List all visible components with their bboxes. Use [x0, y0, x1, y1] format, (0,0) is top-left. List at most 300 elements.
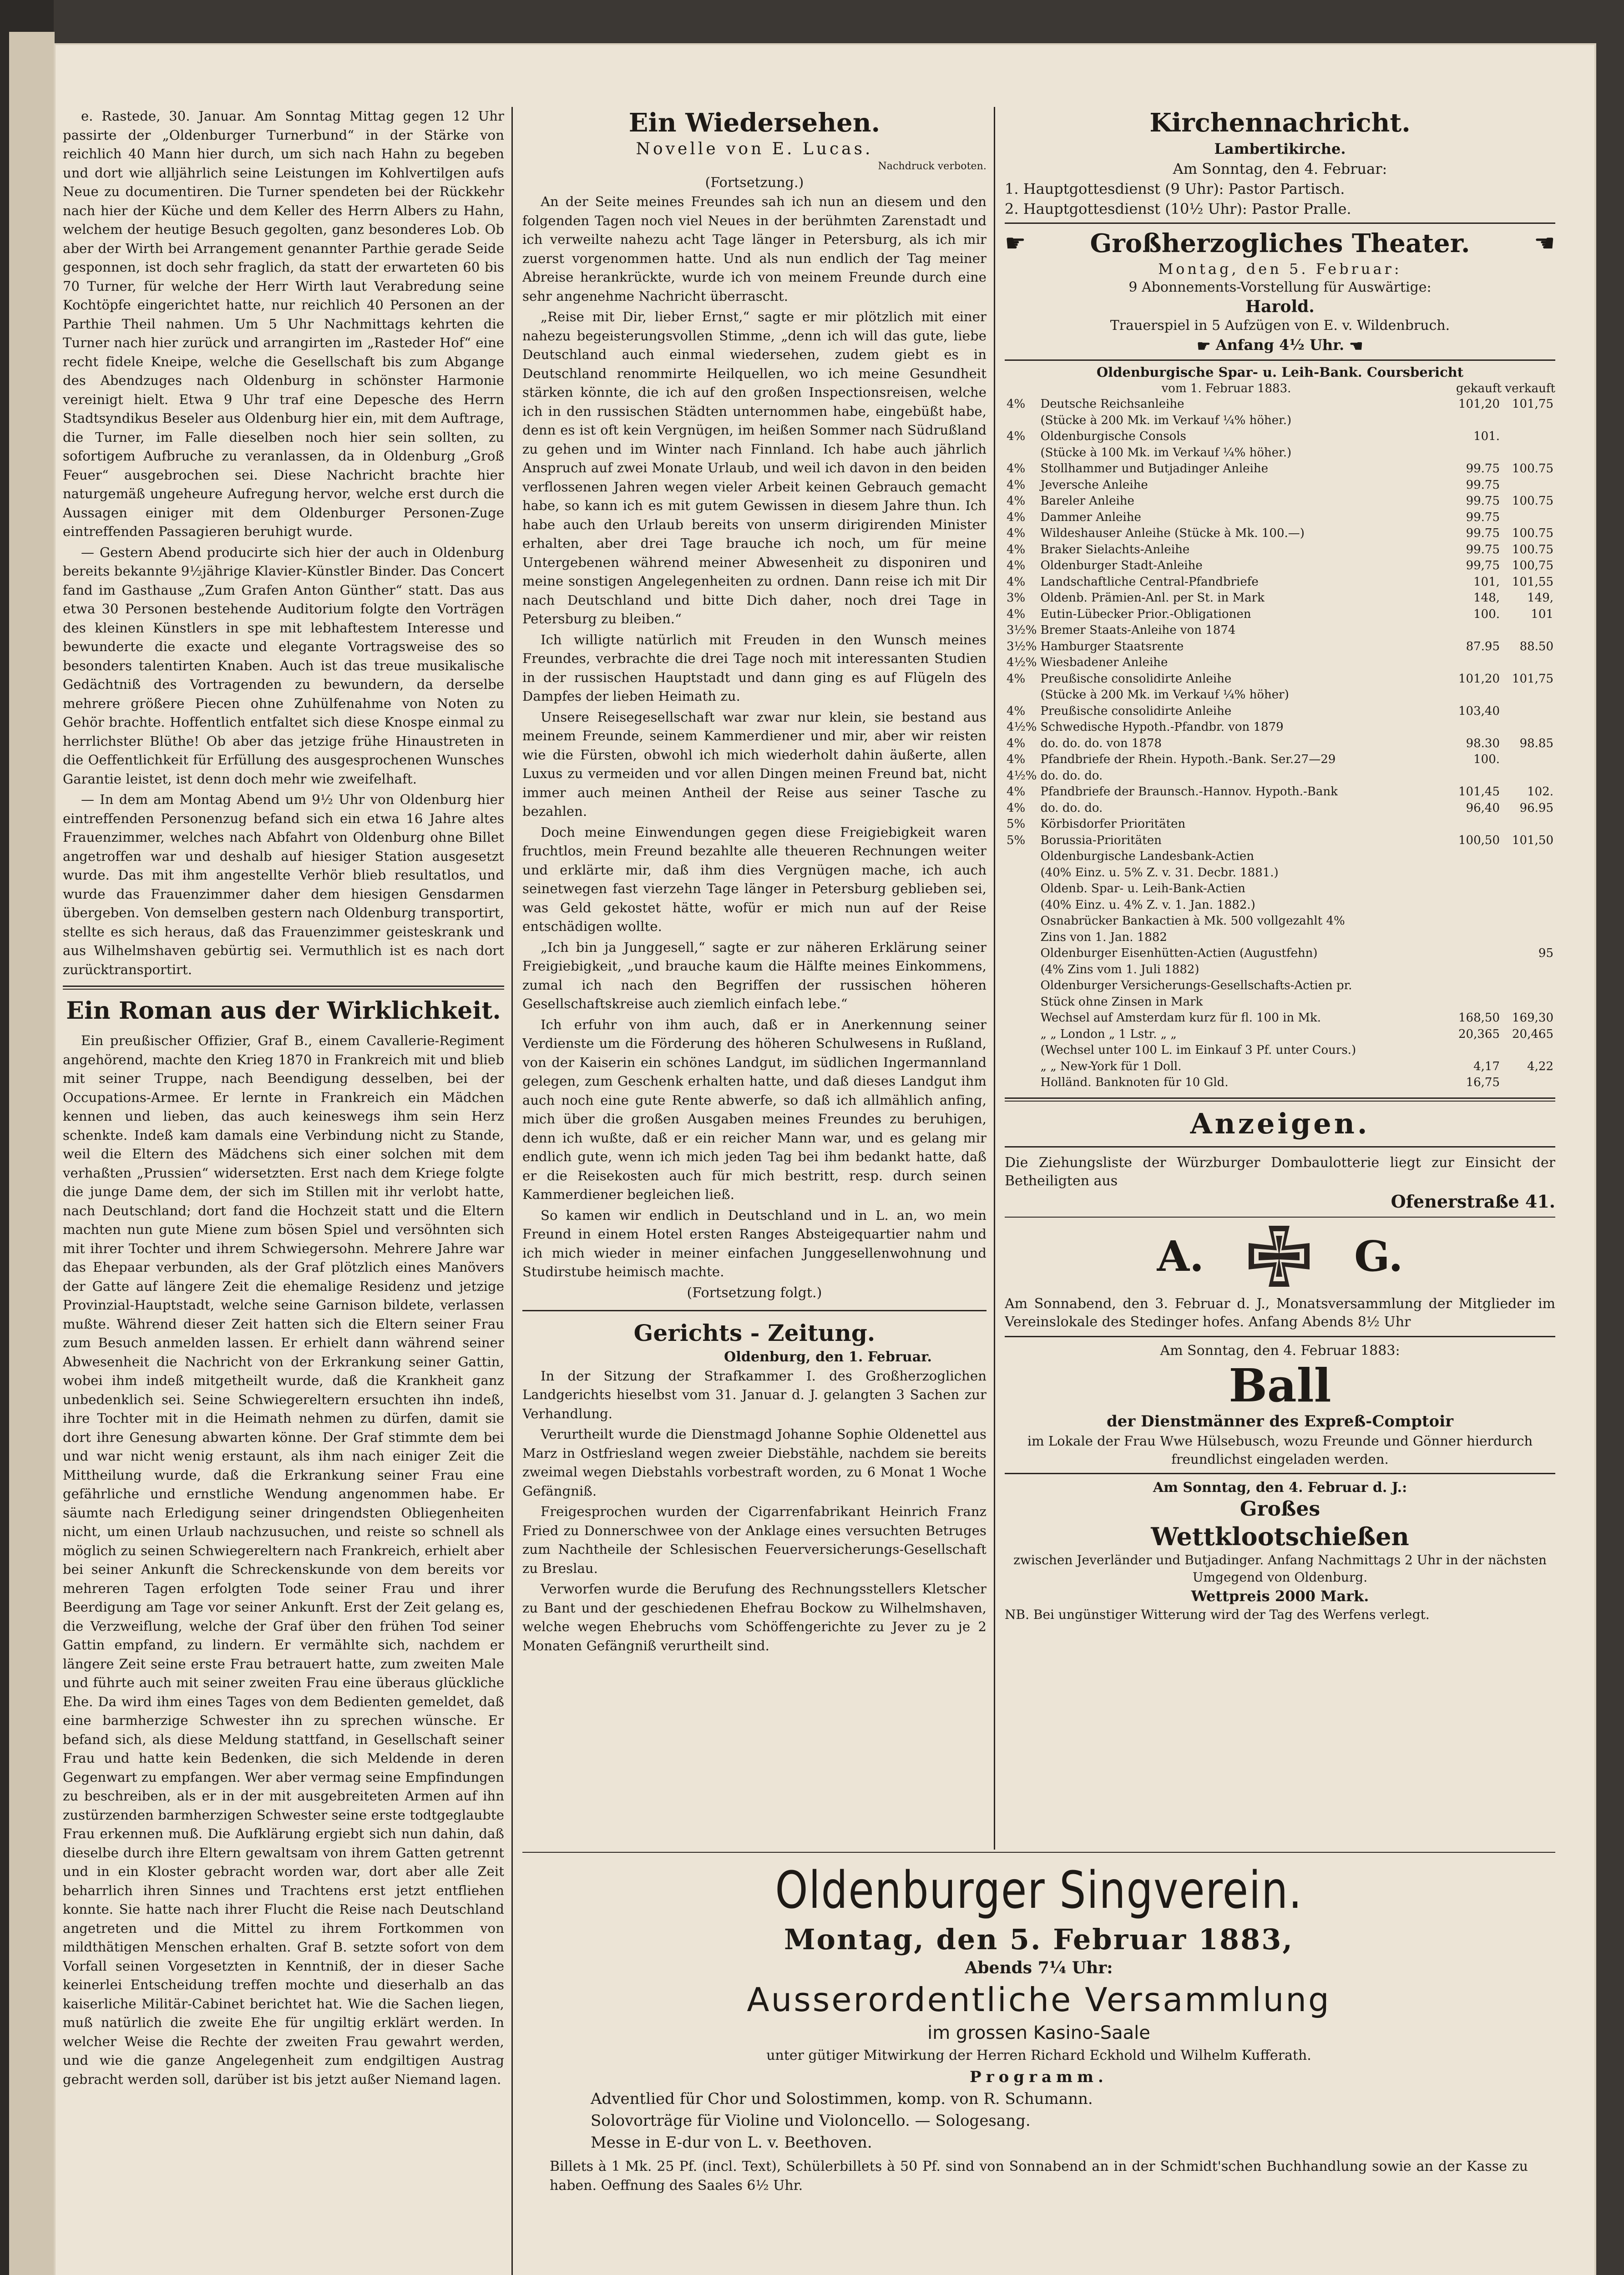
novel-paragraph: So kamen wir endlich in Deutschland und in L. an, wo mein Freund in einem Hotel ersten Ranges Absteigequartier nahm und ich mich wieder in meiner einfachen Junggesellenwohnung und Studirstube heimisch machte.: [522, 1207, 987, 1279]
course-row: [1005, 477, 1555, 494]
singverein-venue: im grossen Kasino-Saale: [927, 2022, 1150, 2043]
course-row: [1005, 865, 1555, 881]
theater-begin-text: Anfang 4½ Uhr.: [1215, 336, 1345, 354]
course-row: [1005, 1026, 1555, 1043]
course-rate: [1005, 1075, 1038, 1091]
course-date: vom 1. Februar 1883.: [1161, 382, 1291, 395]
singverein-time: Abends 7¼ Uhr:: [965, 1958, 1113, 1977]
singverein-program: [522, 2088, 1555, 2154]
course-sold: [1502, 865, 1555, 881]
course-row: [1005, 542, 1555, 558]
service-2: 2. Hauptgottesdienst (10½ Uhr): Pastor Pralle.: [1005, 200, 1351, 217]
course-rate: 4%: [1007, 672, 1026, 686]
course-sold: 88.50: [1519, 639, 1553, 653]
course-sold: 100.75: [1512, 494, 1553, 508]
course-row: [1005, 962, 1555, 978]
course-rate: 4%: [1007, 753, 1026, 766]
course-sold: 101: [1531, 607, 1553, 621]
course-sold: [1502, 622, 1555, 639]
course-security: Pfandbriefe der Rhein. Hypoth.-Bank. Ser.27—29: [1040, 753, 1336, 766]
course-bought: [1448, 768, 1502, 784]
course-rate: [1005, 913, 1038, 930]
singverein-ad: [522, 1859, 1555, 2275]
course-sold: [1502, 849, 1555, 865]
course-security: Zins von 1. Jan. 1882: [1040, 930, 1167, 944]
course-bought: [1448, 622, 1502, 639]
course-rate: 4%: [1007, 462, 1026, 475]
course-bought: 100,50: [1458, 833, 1500, 847]
course-title: Oldenburgische Spar- u. Leih-Bank. Coursbericht: [1096, 364, 1464, 380]
course-security: Oldenburgische Consols: [1040, 430, 1186, 443]
court-dateline: Oldenburg, den 1. Februar.: [724, 1349, 932, 1365]
course-bought: 101,45: [1458, 785, 1500, 799]
course-rate: 4%: [1007, 607, 1026, 621]
course-security: Preußische consolidirte Anleihe: [1040, 672, 1232, 686]
singverein-title: Oldenburger Singverein.: [775, 1861, 1303, 1920]
course-row: [1005, 703, 1555, 720]
course-table: [1005, 396, 1555, 1091]
course-bought: 101.: [1473, 430, 1500, 443]
course-sold: [1502, 719, 1555, 736]
course-sold: [1502, 930, 1555, 946]
course-row: [1005, 945, 1555, 962]
course-row: [1005, 574, 1555, 591]
course-security: Eutin-Lübecker Prior.-Obligationen: [1040, 607, 1251, 621]
course-bought: 99.75: [1466, 510, 1500, 524]
course-bought: 168,50: [1458, 1011, 1500, 1025]
course-row: [1005, 881, 1555, 897]
course-security: Stollhammer und Butjadinger Anleihe: [1040, 462, 1268, 475]
course-bought: 103,40: [1458, 704, 1500, 718]
course-security: „ „ London „ 1 Lstr. „ „: [1040, 1027, 1177, 1041]
course-rate: 4%: [1007, 801, 1026, 815]
theater-description: Trauerspiel in 5 Aufzügen von E. v. Wildenbruch.: [1110, 318, 1450, 334]
course-security: (Stücke à 100 Mk. im Verkauf ¼% höher.): [1040, 445, 1292, 460]
service-1: 1. Hauptgottesdienst (9 Uhr): Pastor Partisch.: [1005, 180, 1345, 197]
course-sold: 100,75: [1512, 559, 1553, 572]
divider: [1005, 1473, 1555, 1474]
course-rate: 4%: [1007, 510, 1026, 524]
course-rate: 4%: [1007, 785, 1026, 799]
course-bought: 87.95: [1466, 639, 1500, 653]
course-security: Pfandbriefe der Braunsch.-Hannov. Hypoth.-Bank: [1040, 785, 1338, 799]
course-row: [1005, 1010, 1555, 1026]
course-rate: [1005, 445, 1038, 461]
course-rate: [1005, 1042, 1038, 1059]
course-row: [1005, 622, 1555, 639]
course-sold: 102.: [1527, 785, 1553, 799]
course-bought: 101,20: [1458, 397, 1500, 411]
course-security: Stück ohne Zinsen in Mark: [1040, 995, 1203, 1009]
course-row: [1005, 1075, 1555, 1091]
course-security: Dammer Anleihe: [1040, 510, 1141, 524]
course-row: [1005, 768, 1555, 784]
course-sold: [1502, 413, 1555, 429]
singverein-performers: unter gütiger Mitwirkung der Herren Richard Eckhold und Wilhelm Kufferath.: [766, 2048, 1311, 2063]
course-row: [1005, 639, 1555, 655]
course-row: [1005, 445, 1555, 461]
course-col-bought: gekauft: [1456, 382, 1502, 395]
course-row: [1005, 558, 1555, 574]
course-sold: [1502, 1075, 1555, 1091]
course-rate: [1005, 1059, 1038, 1075]
course-row: [1005, 590, 1555, 607]
course-bought: [1448, 719, 1502, 736]
course-bought: [1448, 881, 1502, 897]
course-security: (Stücke à 200 Mk. im Verkauf ¼% höher.): [1040, 413, 1292, 427]
column-rule-1: [511, 107, 513, 2275]
singverein-program-heading: Programm.: [970, 2068, 1108, 2086]
course-rate: 4%: [1007, 526, 1026, 540]
theater-header: [1005, 228, 1555, 259]
course-row: [1005, 526, 1555, 542]
course-security: Bremer Staats-Anleihe von 1874: [1040, 623, 1236, 637]
course-rate: [1005, 978, 1038, 994]
article-frauenzimmer: — In dem am Montag Abend um 9½ Uhr von Oldenburg hier eintreffenden Personenzug befand sich ein etwa 16 Jahre altes Frauenzimmer, welches nach Abfahrt von Oldenburg ohne Billet angetroffen war und deshalb auf hiesiger Station ausgesetzt wurde. Das mit ihm angestellte Verhör blieb resultatlos, und wurde das Frauenzimmer daher dem hiesigen Gensdarmen übergeben. Von demselben gestern nach Oldenburg transportirt, stellte es sich heraus, daß das Frauenzimmer geisteskrank und aus Wilhelmshaven gebürtig sei. Vermuthlich ist es nach dort zurücktransportirt.: [63, 792, 504, 977]
course-col-sold: verkauft: [1505, 382, 1555, 395]
course-sold: 100.75: [1512, 526, 1553, 540]
course-sold: 169,30: [1512, 1011, 1553, 1025]
course-sold: 95: [1538, 946, 1553, 960]
course-bought: 96,40: [1466, 801, 1500, 815]
course-row: [1005, 897, 1555, 914]
course-rate: [1005, 1026, 1038, 1043]
course-bought: [1448, 962, 1502, 978]
singverein-headline: Ausserordentliche Versammlung: [747, 1981, 1331, 2019]
course-bought: [1448, 687, 1502, 703]
course-row: [1005, 800, 1555, 817]
course-bought: [1448, 655, 1502, 671]
church-heading: Kirchennachricht.: [1149, 108, 1411, 138]
course-bought: 4,17: [1473, 1059, 1500, 1073]
program-item: Adventlied für Chor und Solostimmen, komp. von R. Schumann.: [591, 2090, 1093, 2108]
course-rate: 4%: [1007, 397, 1026, 411]
course-security: Landschaftliche Central-Pfandbriefe: [1040, 575, 1259, 589]
course-security: Wechsel auf Amsterdam kurz für fl. 100 in Mk.: [1040, 1011, 1321, 1025]
course-rate: 4%: [1007, 494, 1026, 508]
course-row: [1005, 833, 1555, 849]
course-security: Preußische consolidirte Anleihe: [1040, 704, 1232, 718]
course-sold: 100.75: [1512, 542, 1553, 556]
ball-title: Ball: [1229, 1358, 1331, 1412]
course-row: [1005, 510, 1555, 526]
divider: [1005, 1101, 1555, 1102]
divider: [1005, 1146, 1555, 1148]
klootschiessen-details: zwischen Jeverländer und Butjadinger. Anfang Nachmittags 2 Uhr in der nächsten Umgegend von Oldenburg.: [1013, 1552, 1547, 1585]
course-sold: [1502, 913, 1555, 930]
course-security: (40% Einz. u. 5% Z. v. 31. Decbr. 1881.): [1040, 865, 1279, 880]
klootschiessen-note: NB. Bei ungünstiger Witterung wird der Tag des Werfens verlegt.: [1005, 1607, 1430, 1622]
lottery-address: Ofenerstraße 41.: [1391, 1191, 1555, 1212]
course-bought: 100.: [1473, 753, 1500, 766]
course-sold: [1502, 477, 1555, 494]
program-item: Solovorträge für Violine und Violoncello. — Sologesang.: [591, 2112, 1031, 2130]
column-rule-2: [994, 107, 995, 1850]
divider: [522, 1310, 987, 1311]
course-row: [1005, 994, 1555, 1011]
course-sold: 98.85: [1519, 736, 1553, 750]
course-bought: [1448, 849, 1502, 865]
church-date: Am Sonntag, den 4. Februar:: [1173, 160, 1387, 177]
course-sold: 96.95: [1519, 801, 1553, 815]
course-bought: 99.75: [1466, 494, 1500, 508]
course-bought: [1448, 897, 1502, 914]
roman-heading: Ein Roman aus der Wirklichkeit.: [66, 997, 501, 1025]
course-subheader: [1005, 381, 1555, 396]
course-sold: [1502, 768, 1555, 784]
course-rate: [1005, 849, 1038, 865]
course-security: Körbisdorfer Prioritäten: [1040, 817, 1186, 831]
court-paragraph: In der Sitzung der Strafkammer I. des Großherzoglichen Landgerichts hieselbst vom 31. Januar d. J. gelangten 3 Sachen zur Verhandlung.: [522, 1368, 987, 1421]
roman-article: Ein preußischer Offizier, Graf B., einem Cavallerie-Regiment angehörend, machte den Krieg 1870 in Frankreich mit und blieb mit seiner Truppe, nach Beendigung desselben, bei der Occupations-Armee. Er lernte in Frankreich ein Mädchen kennen und lieben, das auch keineswegs ihm sein Herz schenkte. Indeß kam damals eine Verbindung nicht zu Stande, weil die Eltern des Mädchens sich einer solchen mit dem verhaßten „Prussien“ widersetzten. Erst nach dem Kriege folgte die junge Dame dem, der sich im Stillen mit ihr verlobt hatte, nach Deutschland; dort fand die Hochzeit statt und die Eltern machten nun gute Miene zum bösen Spiel und versöhnten sich mit ihrer Tochter und ihrem Schwiegersohn. Mehrere Jahre war das Ehepaar verbunden, als der Graf plötzlich eines Manövers der Gatte auf längere Zeit die ehemalige Residenz und jetzige Provinzial-Hauptstadt, welche seine Garnison bildete, verlassen mußte. Während dieser Zeit hatten sich die Eltern seiner Frau zum Besuch anmelden lassen. Er erhielt dann während seiner Abwesenheit die Nachricht von der Erkrankung seiner Gattin, wobei ihm indeß mitgetheilt wurde, daß die Krankheit ganz unbedenklich sei. Seine Schwiegereltern ersuchten ihn indeß, ihre Tochter mit in die Heimath nehmen zu dürfen, damit sie dort ihre Genesung abwarten könne. Der Graf stimmte dem bei und war nicht wenig erstaunt, als ihm nach einiger Zeit die Mittheilung wurde, daß die Erkrankung seiner Frau eine gefährliche und ernstliche Wendung angenommen habe. Er säumte nach Erledigung seiner dringendsten Obliegenheiten nicht, um einen Urlaub nachzusuchen, und reiste so schnell als möglich zu seinen Schwiegereltern nach Frankreich, erhielt aber bei seiner Ankunft die Schreckenskunde von dem bereits vor mehreren Tagen erfolgten Tode seiner Frau und ihrer Beerdigung am Tage vor seiner Ankunft. Erst der Zeit gelang es, die Verzweiflung, welche der Graf über den frühen Tod seiner Gattin empfand, zu lindern. Er vermählte sich, nachdem er längere Zeit seine erste Frau betrauert hatte, zum zweiten Male und führte auch mit seiner zweiten Frau eine überaus glückliche Ehe. Da wird ihm eines Tages von dem Bedienten gemeldet, daß eine barmherzige Schwester ihn zu sprechen wünsche. Er befand sich, als diese Meldung stattfand, in Gesellschaft seiner Frau und hatte kein Bedenken, die sich Meldende in deren Gegenwart zu empfangen. Wer aber vermag seine Empfindungen zu beschreiben, als er in der mit ausgebreiteten Armen auf ihn zustürzenden barmherzigen Schwester seine erste todtgeglaubte Frau erkennen muß. Die Aufklärung ergiebt sich nun dahin, daß dieselbe durch ihre Eltern gewaltsam von ihrem Gatten getrennt und in ein Kloster gebracht worden war, dort aber alle Zeit beharrlich ihren Sinnes und Trachtens erst jetzt entfliehen konnte. Sie hatte nach ihrer Flucht die Reise nach Deutschland angetreten und die Mittel zu ihrem Fortkommen von mildthätigen Menschen erhalten. Graf B. setzte sofort von dem Vorfall seinen Vorgesetzten in Kenntniß, der in dieser Sache keinerlei Entscheidung treffen mochte und dieserhalb an das kaiserliche Militär-Cabinet berichtet hat. Wie die Sachen liegen, muß natürlich die zweite Ehe für ungiltig erklärt werden. In welcher Weise die Rechte der zweiten Frau gewahrt werden, und wie die ganze Angelegenheit zum endgiltigen Austrag gebracht werden soll, darüber ist bis jetzt außer Niemand lagen.: [63, 1033, 504, 2087]
course-row: [1005, 687, 1555, 703]
course-sold: [1502, 752, 1555, 768]
theater-begin: [1005, 335, 1555, 355]
divider: [63, 989, 504, 990]
course-sold: 20,465: [1512, 1027, 1553, 1041]
course-sold: 101,50: [1512, 833, 1553, 847]
course-rate: [1005, 1010, 1038, 1026]
course-rate: [1005, 930, 1038, 946]
course-security: Holländ. Banknoten für 10 Gld.: [1040, 1076, 1229, 1089]
course-rate: 4%: [1007, 559, 1026, 572]
newspaper-page: [54, 43, 1596, 2275]
course-row: [1005, 978, 1555, 994]
course-rate: [1005, 413, 1038, 429]
course-security: Deutsche Reichsanleihe: [1040, 397, 1184, 411]
course-security: Oldenburger Stadt-Anleihe: [1040, 559, 1203, 572]
course-bought: 99.75: [1466, 526, 1500, 540]
ag-logo: [1005, 1222, 1555, 1290]
novel-heading: Ein Wiedersehen.: [628, 108, 880, 138]
course-security: Braker Sielachts-Anleihe: [1040, 542, 1190, 556]
course-bought: 101,: [1473, 575, 1500, 589]
novel-paragraph: Ich willigte natürlich mit Freuden in den Wunsch meines Freundes, verbrachte die drei Tage noch mit interessanten Studien in der russischen Hauptstadt und dann ging es auf Flügeln des Dampfes der lieben Heimath zu.: [522, 632, 987, 704]
divider: [522, 1852, 1555, 1853]
course-row: [1005, 1059, 1555, 1075]
course-rate: 3½%: [1007, 639, 1037, 653]
novel-author: Novelle von E. Lucas.: [636, 140, 873, 158]
course-sold: [1502, 655, 1555, 671]
course-bought: [1448, 945, 1502, 962]
course-security: Osnabrücker Bankactien à Mk. 500 vollgezahlt 4%: [1040, 914, 1345, 928]
ag-letter-g: G.: [1354, 1231, 1403, 1281]
course-bought: [1448, 445, 1502, 461]
ball-details: im Lokale der Frau Wwe Hülsebusch, wozu Freunde und Gönner hierdurch freundlichst eingeladen werden.: [1027, 1433, 1533, 1467]
course-bought: [1448, 816, 1502, 833]
course-row: [1005, 413, 1555, 429]
course-bought: [1448, 913, 1502, 930]
course-sold: [1502, 994, 1555, 1011]
course-rate: 4%: [1007, 736, 1026, 750]
course-sold: [1502, 897, 1555, 914]
course-row: [1005, 429, 1555, 445]
novel-paragraph: Doch meine Einwendungen gegen diese Freigiebigkeit waren fruchtlos, mein Freund bezahlte alle theueren Rechnungen weiter und erklärte mir, daß ihm dies Vergnügen mache, ich auch seinetwegen fast vierzehn Tage länger in Petersburg geblieben sei, was Geld gekostet hätte, wofür er mich nun auf der Reise entschädigen wollte.: [522, 824, 987, 934]
iron-cross-icon: [1245, 1222, 1313, 1290]
novel-paragraph: An der Seite meines Freundes sah ich nun an diesem und den folgenden Tagen noch viel Neues in der berühmten Zarenstadt und ich verweilte nahezu acht Tage länger in Petersburg, als ich mir zuerst vorgenommen hatte. Und als nun endlich der Tag meiner Abreise herankrückte, wurde ich von meinem Freunde durch eine sehr angenehme Nachricht überrascht.: [522, 194, 987, 304]
divider: [1005, 359, 1555, 361]
course-security: (Wechsel unter 100 L. im Einkauf 3 Pf. unter Cours.): [1040, 1043, 1356, 1057]
course-rate: 3%: [1007, 591, 1026, 605]
course-sold: 101,75: [1512, 672, 1553, 686]
course-security: do. do. do.: [1040, 801, 1103, 815]
course-row: [1005, 930, 1555, 946]
theater-date: Montag, den 5. Februar:: [1158, 260, 1402, 278]
course-rate: 4½%: [1007, 656, 1037, 669]
course-sold: [1502, 962, 1555, 978]
course-bought: 99,75: [1466, 559, 1500, 572]
course-rate: 4%: [1007, 430, 1026, 443]
divider: [63, 986, 504, 987]
klootschiessen-title-2: Wettklootschießen: [1151, 1522, 1409, 1551]
to-be-continued: (Fortsetzung folgt.): [687, 1284, 822, 1301]
course-row: [1005, 849, 1555, 865]
course-row: [1005, 752, 1555, 768]
course-row: [1005, 671, 1555, 688]
course-rate: [1005, 994, 1038, 1011]
course-sold: [1502, 978, 1555, 994]
course-security: Wiesbadener Anleihe: [1040, 656, 1168, 669]
course-row: [1005, 493, 1555, 510]
court-heading: Gerichts - Zeitung.: [633, 1319, 875, 1346]
course-security: Oldenburgische Landesbank-Actien: [1040, 849, 1255, 863]
course-bought: [1448, 413, 1502, 429]
divider: [1005, 1217, 1555, 1218]
course-bought: 99.75: [1466, 542, 1500, 556]
course-security: (4% Zins vom 1. Juli 1882): [1040, 962, 1199, 976]
course-row: [1005, 461, 1555, 477]
course-sold: 4,22: [1527, 1059, 1553, 1073]
theater-heading: Großherzogliches Theater.: [1090, 228, 1470, 258]
course-row: [1005, 816, 1555, 833]
theater-play: Harold.: [1245, 297, 1315, 316]
court-paragraph: Verurtheilt wurde die Dienstmagd Johanne Sophie Oldenettel aus Marz in Ostfriesland wegen zweier Diebstähle, nachdem sie bereits zweimal wegen Diebstahls vorbestraft worden, zu 6 Monat 1 Woche Gefängniß.: [522, 1426, 987, 1499]
singverein-date: Montag, den 5. Februar 1883,: [784, 1923, 1294, 1956]
ads-heading: Anzeigen.: [1190, 1107, 1370, 1140]
course-rate: [1005, 865, 1038, 881]
course-sold: [1502, 510, 1555, 526]
course-security: (40% Einz. u. 4% Z. v. 1. Jan. 1882.): [1040, 898, 1255, 912]
column-left: [63, 107, 504, 2275]
course-security: „ „ New-York für 1 Doll.: [1040, 1059, 1182, 1073]
article-rastede: e. Rastede, 30. Januar. Am Sonntag Mittag gegen 12 Uhr passirte der „Oldenburger Turnerbund“ in der Stärke von reichlich 40 Mann hier durch, um sich nach Hahn zu begeben und dort wie alljährlich seine Leistungen im Kohlvertilgen aufs Neue zu documentiren. Die Turner spendeten bei der Rückkehr nach hier der Küche und dem Keller des Herrn Albers zu Hahn, welchem der heutige Besuch gegolten, ganz besonderes Lob. Ob aber der Wirth bei Arrangement genannter Parthie gerade Seide gesponnen, ist doch sehr fraglich, da statt der erwarteten 60 bis 70 Turner, für welche der Herr Wirth laut Verabredung seine Kochtöpfe eingerichtet hatte, nur reichlich 40 Personen an der Parthie Theil nahmen. Um 5 Uhr Nachmittags kehrten die Turner nach hier zurück und arrangirten im „Rasteder Hof“ eine recht fidele Kneipe, welche die Gesellschaft bis zum Abgange des Abendzuges nach Oldenburg in schönster Harmonie vereinigt hielt. Etwa 9 Uhr traf eine Depesche des Herrn Stadtsyndikus Beseler aus Oldenburg hier ein, mit dem Auftrage, die Turner, im Falle dieselben noch hier sein sollten, zu sofortigem Aufbruche zu veranlassen, da in Oldenburg „Groß Feuer“ ausgebrochen sei. Diese Nachricht brachte hier naturgemäß ungeheure Aufregung hervor, welche erst durch die Aussagen einiger mit dem Oldenburger Personen-Zuge eintreffenden Passagieren beruhigt wurde.: [63, 108, 504, 539]
course-bought: 101,20: [1458, 672, 1500, 686]
course-rate: 4%: [1007, 704, 1026, 718]
klootschiessen-title-1: Großes: [1240, 1497, 1320, 1521]
ag-announcement: Am Sonnabend, den 3. Februar d. J., Monatsversammlung der Mitglieder im Vereinslokale des Stedinger hofes. Anfang Abends 8½ Uhr: [1005, 1295, 1555, 1330]
course-bought: [1448, 994, 1502, 1011]
pointing-hand-icon: ☛: [1197, 337, 1211, 355]
novel-paragraph: „Reise mit Dir, lieber Ernst,“ sagte er mir plötzlich mit einer nahezu begeisterungsvollen Stimme, „denn ich will das gute, liebe Deutschland auch einmal wiedersehen, zudem giebt es in Deutschland renommirte Heilquellen, wo ich meine Gesundheit stärken könnte, die ich auf den großen Inspectionsreisen, welche ich in den russischen Städten unternommen habe, eingebüßt habe, denn es ist oft kein Vergnügen, im heißen Sommer nach Südrußland zu gehen und im Winter nach Finnland. Ich habe auch jährlich Anspruch auf zwei Monate Urlaub, und weil ich davon in den beiden verflossenen Jahren wegen vieler Arbeit keinen Gebrauch gemacht habe, so kann ich es mit gutem Gewissen in diesem Jahre thun. Ich habe auch den Urlaub bereits von unserm dirigirenden Minister erhalten, aber drei Tage brauche ich noch, um für meine Untergebenen während meiner Abwesenheit zu disponiren und meine sonstigen Angelegenheiten zu ordnen. Dann reise ich mit Dir nach Deutschland und bitte Dich daher, noch drei Tage in Petersburg zu bleiben.“: [522, 309, 987, 627]
novel-paragraph: Unsere Reisegesellschaft war zwar nur klein, sie bestand aus meinem Freunde, seinem Kammerdiener und mir, aber wir reisten wie die Fürsten, obwohl ich mich wiederholt dahin äußerte, allen Luxus zu vermeiden und vor allen Dingen meinen Freund bat, nicht immer auch meinen Antheil der Reise aus seiner Tasche zu bezahlen.: [522, 709, 987, 819]
course-security: Borussia-Prioritäten: [1040, 833, 1162, 847]
church-name: Lambertikirche.: [1214, 140, 1346, 157]
article-concert: — Gestern Abend producirte sich hier der auch in Oldenburg bereits bekannte 9½jährige Klavier-Künstler Binder. Das Concert fand im Gasthause „Zum Grafen Anton Günther“ statt. Das aus etwa 30 Personen bestehende Auditorium folgte den Vorträgen des kleinen Künstlers in spe mit lebhaftestem Interesse und bewunderte die exacte und elegante Vortragsweise des so besonders talentirten Knaben. Auch ist das treue musikalische Gedächtniß des Vortragenden zu bewundern, da derselbe mehrere größere Piecen ohne Zuhülfenahme von Noten zu Gehör brachte. Hoffentlich entfaltet sich diese Knospe einmal zu herrlichster Blüthe! Ob aber das jetzige frühe Hinaustreten in die Oeffentlichkeit für Erfüllung des ausgesprochenen Wunsches Garantie leistet, ist denn doch mehr wie zweifelhaft.: [63, 544, 504, 787]
course-security: Oldenburger Eisenhütten-Actien (Augustfehn): [1040, 946, 1318, 960]
course-security: do. do. do. von 1878: [1040, 736, 1162, 750]
course-rate: 4%: [1007, 478, 1026, 492]
theater-subscription: 9 Abonnements-Vorstellung für Auswärtige:: [1128, 279, 1432, 295]
course-rate: 4½%: [1007, 768, 1037, 783]
course-row: [1005, 607, 1555, 623]
course-bought: 148,: [1473, 591, 1500, 605]
course-rate: [1005, 962, 1038, 978]
course-sold: 149,: [1527, 591, 1553, 605]
course-sold: [1502, 703, 1555, 720]
course-security: Bareler Anleihe: [1040, 494, 1134, 508]
course-rate: 5%: [1007, 833, 1026, 847]
course-sold: [1502, 429, 1555, 445]
course-sold: 101,75: [1512, 397, 1553, 411]
course-security: Schwedische Hypoth.-Pfandbr. von 1879: [1040, 720, 1284, 734]
course-security: Oldenb. Prämien-Anl. per St. in Mark: [1040, 591, 1265, 605]
course-security: Wildeshauser Anleihe (Stücke à Mk. 100.—): [1040, 526, 1305, 540]
course-rate: 5%: [1007, 817, 1026, 831]
course-rate: [1005, 687, 1038, 703]
course-row: [1005, 719, 1555, 736]
course-bought: [1448, 865, 1502, 881]
pointing-hand-icon: ☛: [1005, 230, 1026, 257]
singverein-tickets: Billets à 1 Mk. 25 Pf. (incl. Text), Schülerbillets à 50 Pf. sind von Sonnabend an in der Schmidt'schen Buchhandlung sowie an der Kasse zu haben. Oeffnung des Saales 6½ Uhr.: [550, 2159, 1528, 2194]
course-security: do. do. do.: [1040, 768, 1103, 783]
course-rate: [1005, 897, 1038, 914]
ag-letter-a: A.: [1157, 1231, 1204, 1281]
program-item: Messe in E-dur von L. v. Beethoven.: [591, 2133, 872, 2152]
course-security: Hamburger Staatsrente: [1040, 639, 1184, 653]
klootschiessen-date: Am Sonntag, den 4. Februar d. J.:: [1153, 1479, 1407, 1496]
course-sold: [1502, 445, 1555, 461]
course-sold: [1502, 687, 1555, 703]
divider: [1005, 1336, 1555, 1337]
divider: [1005, 222, 1555, 224]
pointing-hand-icon: ☛: [1534, 230, 1555, 257]
column-right: [1005, 107, 1555, 1850]
course-bought: [1448, 930, 1502, 946]
klootschiessen-prize: Wettpreis 2000 Mark.: [1191, 1587, 1369, 1605]
course-row: [1005, 655, 1555, 671]
course-bought: 20,365: [1458, 1027, 1500, 1041]
course-rate: [1005, 881, 1038, 897]
course-security: Oldenburger Versicherungs-Gesellschafts-Actien pr.: [1040, 979, 1352, 992]
course-sold: [1502, 881, 1555, 897]
reprint-note: Nachdruck verboten.: [878, 161, 987, 172]
pointing-hand-icon: ☛: [1349, 337, 1363, 355]
course-sold: 101,55: [1512, 575, 1553, 589]
course-row: [1005, 784, 1555, 800]
course-bought: 16,75: [1466, 1076, 1500, 1089]
course-bought: 98.30: [1466, 736, 1500, 750]
course-rate: 4%: [1007, 575, 1026, 589]
course-rate: 4½%: [1007, 720, 1037, 734]
course-row: [1005, 736, 1555, 752]
course-row: [1005, 1042, 1555, 1059]
course-bought: [1448, 1042, 1502, 1059]
novel-paragraph: Ich erfuhr von ihm auch, daß er in Anerkennung seiner Verdienste um die Förderung des höheren Schulwesens in Rußland, von der Kaiserin ein schönes Landgut, im südlichen Ingermannland gelegen, zum Geschenk erhalten hatte, und daß dieses Landgut ihm auch noch eine gute Rente abwerfe, so daß ich allmählich anfing, mich über die großen Ausgaben meines Freundes zu beruhigen, denn ich wußte, daß er ein reicher Mann war, und es gelang mir endlich gute, wenn ich mich jeden Tag bei ihm bedankt hatte, daß er die Reisekosten auch für mich bestritt, resp. durch seinen Kammerdiener begleichen ließ.: [522, 1016, 987, 1202]
lottery-ad: Die Ziehungsliste der Würzburger Dombaulotterie liegt zur Einsicht der Betheiligten aus: [1005, 1154, 1555, 1189]
course-security: Oldenb. Spar- u. Leih-Bank-Actien: [1040, 882, 1245, 895]
course-rate: [1005, 945, 1038, 962]
book-spine-edge: [9, 32, 55, 2275]
ball-date: Am Sonntag, den 4. Februar 1883:: [1160, 1342, 1400, 1359]
course-row: [1005, 913, 1555, 930]
continuation-note: (Fortsetzung.): [705, 175, 804, 191]
divider: [1005, 1097, 1555, 1099]
course-sold: [1502, 1042, 1555, 1059]
court-paragraph: Verworfen wurde die Berufung des Rechnungsstellers Kletscher zu Bant und der geschiedenen Ehefrau Bockow zu Wilhelmshaven, welche wegen Ehebruchs vom Schöffengerichte zu Jever zu je 2 Monaten Gefängniß verurtheilt sind.: [522, 1581, 987, 1653]
course-row: [1005, 396, 1555, 413]
course-rate: 4%: [1007, 542, 1026, 556]
course-bought: 99.75: [1466, 478, 1500, 492]
